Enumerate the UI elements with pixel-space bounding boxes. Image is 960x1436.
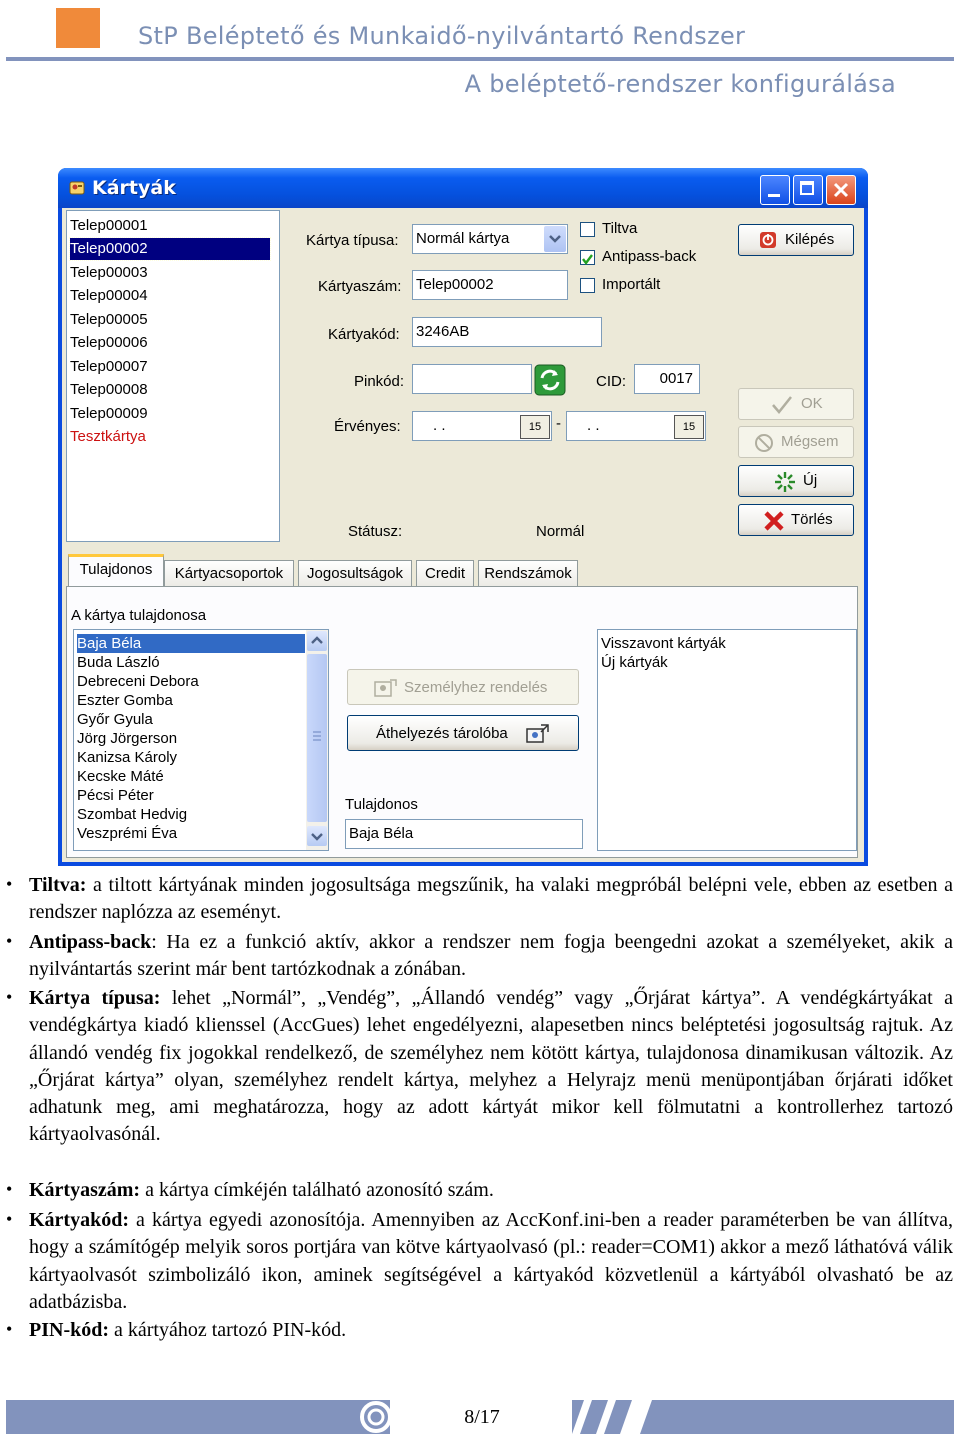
- card-code-label: Kártyakód:: [328, 326, 400, 343]
- valid-from-value: . .: [433, 417, 446, 434]
- card-number-label: Kártyaszám:: [318, 278, 402, 295]
- delete-button[interactable]: [738, 504, 854, 536]
- tab-permissions[interactable]: Jogosultságok: [298, 560, 412, 586]
- person-item[interactable]: Eszter Gomba: [77, 692, 173, 709]
- bullet-icon: •: [6, 1209, 13, 1229]
- storage-icon: [526, 724, 550, 744]
- window-client-area: [62, 208, 864, 862]
- term: Kártya típusa:: [29, 987, 161, 1009]
- antipassback-checkbox-label: Antipass-back: [602, 248, 697, 265]
- bullet-icon: •: [6, 1179, 13, 1199]
- close-button[interactable]: [826, 175, 856, 205]
- card-type-label: Kártya típusa:: [306, 232, 399, 249]
- delete-button-label: Törlés: [791, 511, 833, 528]
- checkmark-icon: [581, 253, 594, 266]
- card-list-item[interactable]: Telep00001: [70, 217, 148, 234]
- valid-to-value: . .: [587, 417, 600, 434]
- maximize-icon: [800, 181, 814, 195]
- person-item[interactable]: Szombat Hedvig: [77, 806, 188, 823]
- status-label: Státusz:: [348, 523, 403, 540]
- term: Tiltva:: [29, 874, 87, 896]
- definition: a kártya egyedi azonosítója. Amennyiben az AccKonf.ini-ben a reader paraméterben be van állítva, hogy a számítógép melyik soros portjára van kötve kártyaolvasó (pl.: reader=COM1) akkor a mező láthatóvá válik kártyaolvasót szimbolizáló ikon, aminek segítségével a kártyakód közvetlenül a kártyából olvasható be az adatbázisba.: [29, 1209, 953, 1313]
- valid-range-separator: -: [556, 415, 561, 432]
- tab-owner[interactable]: Tulajdonos: [68, 554, 164, 587]
- ok-button-label: OK: [801, 395, 823, 412]
- window-titlebar[interactable]: [58, 168, 868, 208]
- definition: a tiltott kártyának minden jogosultsága megszűnik, ha valaki megpróbál belépni vele, ebben az esetben a rendszer naplózza az eseményt.: [29, 874, 953, 924]
- maximize-button[interactable]: [793, 175, 823, 205]
- new-button[interactable]: [738, 465, 854, 497]
- term: Antipass-back: [29, 931, 152, 953]
- card-type-select[interactable]: [412, 224, 568, 254]
- card-type-value: Normál kártya: [416, 230, 510, 247]
- card-list-item-test[interactable]: Tesztkártya: [70, 428, 146, 445]
- bullet-icon: •: [6, 874, 13, 894]
- tab-credit[interactable]: Credit: [416, 560, 474, 586]
- card-code-field[interactable]: 3246AB: [412, 317, 602, 347]
- document-title: StP Beléptető és Munkaidő-nyilvántartó Rendszer: [138, 22, 746, 50]
- person-item-selected[interactable]: Baja Béla: [77, 634, 305, 653]
- person-item[interactable]: Buda László: [77, 654, 160, 671]
- pin-field[interactable]: [412, 364, 532, 394]
- assign-to-person-button[interactable]: [347, 669, 579, 705]
- bullet-paragraph-card-type: [29, 985, 953, 1149]
- people-list-scrollbar[interactable]: [306, 630, 328, 850]
- tab-plates[interactable]: Rendszámok: [478, 560, 578, 586]
- cancel-icon: [753, 432, 775, 454]
- person-item[interactable]: Kecske Máté: [77, 768, 164, 785]
- cid-field[interactable]: 0017: [634, 364, 700, 394]
- refresh-pin-icon[interactable]: [534, 364, 566, 396]
- card-list-item[interactable]: Telep00007: [70, 358, 148, 375]
- card-list-item[interactable]: Telep00005: [70, 311, 148, 328]
- card-list-item[interactable]: Telep00008: [70, 381, 148, 398]
- minimize-button[interactable]: [760, 175, 790, 205]
- person-item[interactable]: Kanizsa Károly: [77, 749, 178, 766]
- delete-x-icon: [763, 510, 785, 532]
- disabled-checkbox-label: Tiltva: [602, 220, 638, 237]
- close-icon: [833, 182, 849, 198]
- move-to-storage-button[interactable]: [347, 715, 579, 751]
- term: Kártyakód:: [29, 1209, 129, 1231]
- card-list-item-selected[interactable]: Telep00002: [70, 238, 270, 260]
- tab-card-groups[interactable]: Kártyacsoportok: [164, 560, 294, 586]
- card-list[interactable]: [66, 210, 280, 542]
- calendar-badge: 15: [528, 421, 542, 433]
- definition: lehet „Normál”, „Vendég”, „Állandó vendég” vagy „Őrjárat kártya”. A vendégkártyákat a vendégkártya kiadó klienssel (AccGues) lehet engedélyezni, alapesetben nincs beléptetési jogosultság rajtuk. Az állandó vendég fix jogokkal rendelkező, de személyhez nem kötött kártya, tulajdonosa dinamikusan változik. Az „Őrjárat kártya” olyan, személyhez rendelt kártya, melyhez a Helyrajz menü menüpontjában őrjárati időket adhatunk meg, ami meghatározza, hogy az adott kártyát mikor kell fölmutatni a kontrollerhez tartozó kártyaolvasónál.: [29, 987, 954, 1146]
- person-item[interactable]: Debreceni Debora: [77, 673, 199, 690]
- cancel-button[interactable]: [738, 426, 854, 458]
- person-item[interactable]: Veszprémi Éva: [77, 825, 178, 842]
- cards-app-icon: [68, 179, 86, 197]
- person-item[interactable]: Jörg Jörgerson: [77, 730, 178, 747]
- bullet-paragraph-card-code: [29, 1207, 953, 1316]
- cards-window: [58, 168, 868, 866]
- bullet-icon: •: [6, 987, 13, 1007]
- calendar-icon[interactable]: [674, 415, 704, 439]
- scroll-up-icon[interactable]: [307, 631, 327, 651]
- owner-group-label: A kártya tulajdonosa: [71, 607, 207, 624]
- bullet-paragraph-pin: [29, 1317, 953, 1344]
- people-list[interactable]: [73, 629, 329, 851]
- scroll-down-icon[interactable]: [307, 826, 327, 846]
- owner-label: Tulajdonos: [345, 796, 418, 813]
- footer-stripes-icon: [572, 1400, 672, 1434]
- header-logo-square: [56, 8, 100, 48]
- ok-button[interactable]: [738, 388, 854, 420]
- sparkle-new-icon: [773, 471, 797, 493]
- bullet-icon: •: [6, 931, 13, 951]
- owner-tab-panel: [66, 586, 858, 858]
- person-item[interactable]: Győr Gyula: [77, 711, 153, 728]
- cancel-button-label: Mégsem: [781, 433, 839, 450]
- move-to-storage-label: Áthelyezés tárolóba: [376, 725, 508, 742]
- card-list-item[interactable]: Telep00009: [70, 405, 148, 422]
- section-title: A beléptető-rendszer konfigurálása: [464, 70, 896, 98]
- chevron-down-icon[interactable]: [544, 226, 566, 252]
- exit-button-label: Kilépés: [785, 231, 835, 248]
- term: PIN-kód:: [29, 1319, 110, 1341]
- footer-band-left: [6, 1400, 390, 1434]
- definition: a kártya címkéjén található azonosító szám.: [140, 1179, 494, 1201]
- cid-label: CID:: [596, 373, 626, 390]
- grip-icon: [312, 730, 322, 742]
- power-icon: [759, 231, 777, 249]
- imported-checkbox-label: Importált: [602, 276, 661, 293]
- person-item[interactable]: Pécsi Péter: [77, 787, 154, 804]
- header-rule: [6, 57, 954, 61]
- new-button-label: Új: [803, 472, 818, 489]
- bullet-paragraph-card-number: [29, 1177, 953, 1204]
- bullet-paragraph-tiltva: [29, 872, 953, 927]
- checkmark-icon: [771, 395, 793, 415]
- disabled-checkbox[interactable]: [580, 222, 595, 237]
- calendar-badge: 15: [682, 421, 696, 433]
- footer-logo-icon: [354, 1400, 394, 1434]
- card-list-item[interactable]: Telep00004: [70, 287, 148, 304]
- antipassback-checkbox[interactable]: [580, 250, 595, 265]
- exit-button[interactable]: [738, 224, 854, 256]
- bullet-icon: •: [6, 1319, 13, 1339]
- page-number: 8/17: [464, 1406, 500, 1428]
- imported-checkbox[interactable]: [580, 278, 595, 293]
- window-title: Kártyák: [92, 177, 176, 199]
- term: Kártyaszám:: [29, 1179, 141, 1201]
- card-list-item[interactable]: Telep00003: [70, 264, 148, 281]
- card-history-list[interactable]: [597, 629, 857, 851]
- assign-to-person-label: Személyhez rendelés: [404, 679, 548, 696]
- status-value: Normál: [536, 523, 585, 540]
- history-item[interactable]: Új kártyák: [601, 654, 668, 671]
- card-number-field[interactable]: Telep00002: [412, 270, 568, 300]
- definition: a kártyához tartozó PIN-kód.: [109, 1319, 347, 1341]
- scroll-thumb[interactable]: [307, 654, 327, 822]
- pin-label: Pinkód:: [354, 373, 405, 390]
- owner-field[interactable]: Baja Béla: [345, 819, 583, 849]
- history-item[interactable]: Visszavont kártyák: [601, 635, 726, 652]
- minimize-icon: [768, 194, 780, 197]
- card-list-item[interactable]: Telep00006: [70, 334, 148, 351]
- valid-label: Érvényes:: [334, 418, 401, 435]
- assign-person-icon: [374, 678, 398, 698]
- calendar-icon[interactable]: [520, 415, 550, 439]
- definition: : Ha ez a funkció aktív, akkor a rendszer nem fogja beengedni azokat a személyeket, akik a nyilvántartás szerint már bent tartózkodnak a zónában.: [29, 931, 953, 981]
- bullet-paragraph-antipass: [29, 929, 953, 984]
